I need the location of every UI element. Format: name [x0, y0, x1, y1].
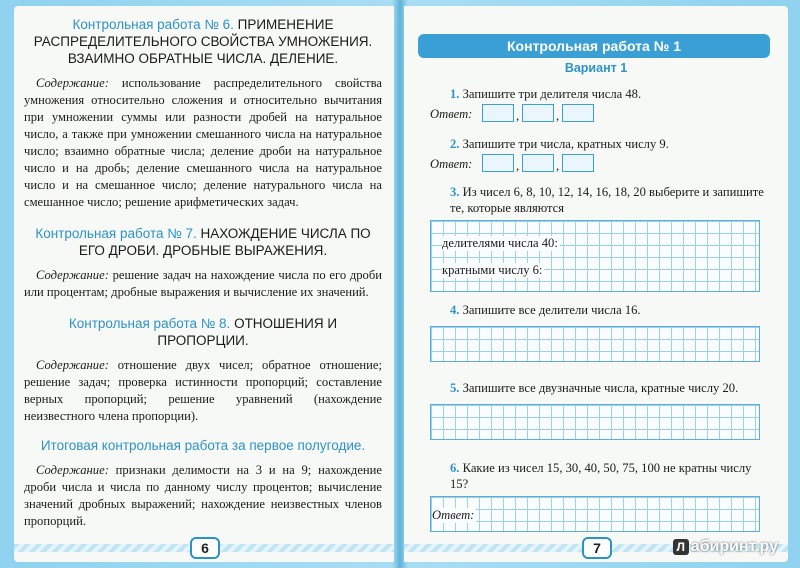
content-text: использование распределительного свойства умножения относительно сложения и относительно вычитания при умножении суммы или разности дробей на натуральное число, а также при умножении смешанного числа на натуральное число; взаимно обратные числа; деление дроби на натуральное число и на дробь; деление смешанного числа на натуральное число и на смешанное число; деление натурального числа на смешанное число; решение арифметических задач.: [24, 76, 382, 209]
section-content: [24, 267, 382, 301]
content-label: Содержание:: [36, 268, 109, 282]
answer-box[interactable]: [482, 104, 514, 122]
section-heading-title: НАХОЖДЕНИЕ ЧИСЛА ПО ЕГО ДРОБИ. ДРОБНЫЕ ВЫРАЖЕНИЯ.: [78, 226, 371, 258]
section-test-7: [24, 225, 382, 301]
content-label: Содержание:: [36, 358, 109, 372]
section-heading: [24, 225, 382, 259]
labirint-logo-icon: Л: [673, 539, 689, 555]
comma: ,: [556, 158, 560, 173]
answer-grid[interactable]: [430, 326, 760, 362]
section-heading-number: Контрольная работа № 6.: [72, 17, 234, 32]
task-number: 2.: [450, 137, 460, 151]
task-3: [450, 184, 770, 216]
section-content: [24, 357, 382, 425]
section-heading-title: ПРИМЕНЕНИЕ РАСПРЕДЕЛИТЕЛЬНОГО СВОЙСТВА УМНОЖЕНИЯ. ВЗАИМНО ОБРАТНЫЕ ЧИСЛА. ДЕЛЕНИЕ.: [33, 17, 373, 66]
section-heading: [24, 315, 382, 349]
section-heading-number: Итоговая контрольная работа за первое полугодие.: [40, 438, 366, 453]
task-number: 4.: [450, 303, 460, 317]
test-header: Контрольная работа № 1: [418, 34, 770, 58]
grid-label-multiples: кратными числу 6:: [442, 263, 543, 277]
task-4: [450, 302, 780, 318]
comma: ,: [516, 108, 520, 123]
section-content: [24, 462, 382, 530]
page-number: 7: [582, 537, 612, 559]
left-page: [14, 6, 394, 562]
content-label: Содержание:: [36, 76, 109, 90]
grid-label-divisors: делителями числа 40:: [442, 236, 558, 250]
content-label: Содержание:: [36, 463, 109, 477]
watermark-text: абиринт.ру: [690, 538, 778, 555]
page-number: 6: [190, 537, 220, 559]
task-number: 1.: [450, 87, 460, 101]
section-heading-title: ОТНОШЕНИЯ И ПРОПОРЦИИ.: [157, 316, 338, 348]
content-text: решение задач на нахождение числа по его дроби или процентам; дробные выражения и вычисление их значений.: [24, 268, 382, 299]
answer-box[interactable]: [562, 104, 594, 122]
answer-grid[interactable]: [430, 496, 760, 532]
task-text: Какие из чисел 15, 30, 40, 50, 75, 100 не кратны числу 15?: [450, 461, 752, 491]
page-footer: [14, 532, 394, 562]
task-1: [450, 86, 780, 102]
answer-label: Ответ:: [430, 157, 473, 171]
task-number: 6.: [450, 461, 460, 475]
content-text: отношение двух чисел; обратное отношение; решение задач; проверка истинности пропорций; составление верных пропорций; решение уравнений (нахождение неизвестного члена пропорции).: [24, 358, 382, 423]
right-page: [404, 6, 788, 562]
task-2: [450, 136, 780, 152]
task-text: Из чисел 6, 8, 10, 12, 14, 16, 18, 20 выберите и запишите те, которые являются: [450, 185, 764, 215]
comma: ,: [516, 158, 520, 173]
comma: ,: [556, 108, 560, 123]
section-test-6: [24, 16, 382, 211]
task-text: Запишите все делители числа 16.: [459, 303, 641, 317]
section-heading-number: Контрольная работа № 7.: [35, 226, 197, 241]
section-final-test: [24, 437, 382, 530]
task-number: 5.: [450, 381, 460, 395]
answer-box[interactable]: [482, 154, 514, 172]
task-5: [450, 380, 780, 396]
section-heading: [24, 16, 382, 67]
left-page-content: [24, 16, 382, 542]
task-text: Запишите три числа, кратных числу 9.: [459, 137, 669, 151]
answer-box[interactable]: [562, 154, 594, 172]
section-content: [24, 75, 382, 211]
watermark: [673, 538, 778, 556]
task-text: Запишите все двузначные числа, кратные числу 20.: [459, 381, 739, 395]
task-6: [450, 460, 770, 492]
answer-box[interactable]: [522, 154, 554, 172]
task-text: Запишите три делителя числа 48.: [459, 87, 642, 101]
answer-box[interactable]: [522, 104, 554, 122]
section-test-8: [24, 315, 382, 425]
task-number: 3.: [450, 185, 460, 199]
content-text: признаки делимости на 3 и на 9; нахождение дроби числа и числа по данному числу процентов; вычисление значений дробных выражений; нахождение неизвестных членов пропорций.: [24, 463, 382, 528]
section-heading: [24, 437, 382, 454]
answer-grid[interactable]: [430, 220, 760, 292]
variant-title: Вариант 1: [564, 61, 628, 75]
answer-grid[interactable]: [430, 404, 760, 440]
section-heading-number: Контрольная работа № 8.: [68, 316, 231, 331]
answer-label: Ответ:: [432, 508, 475, 522]
answer-label: Ответ:: [430, 107, 473, 121]
